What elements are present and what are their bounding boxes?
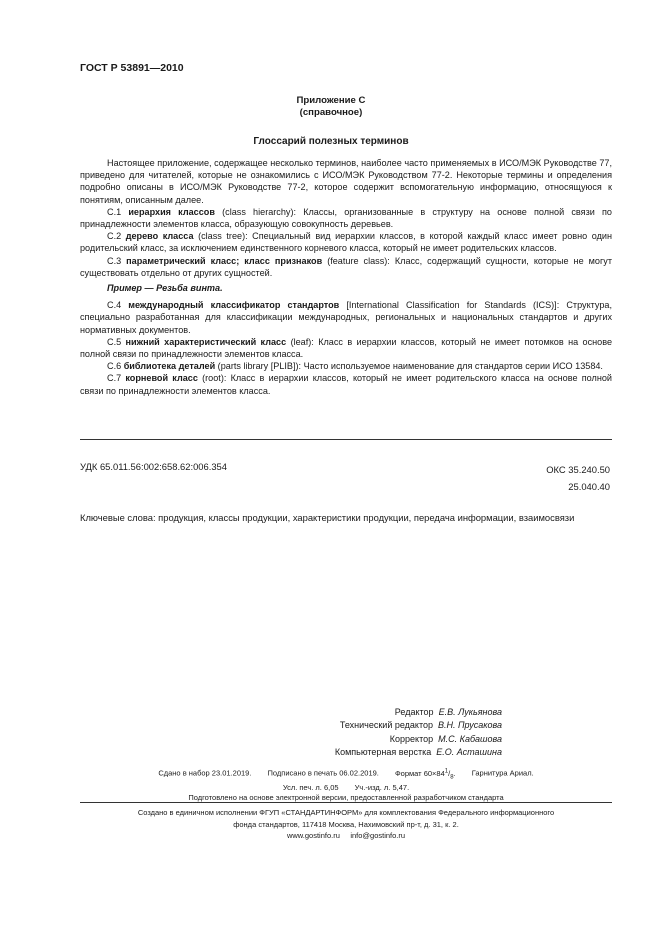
imprint-prepared: Подготовлено на основе электронной версии, предоставленной разработчиком стандарта	[188, 793, 504, 802]
term-definition: (class tree): Специальный вид иерархии классов, в которой каждый класс имеет ровно один родительский класс, за исключением единственного корневого класса, который не имеет родительских классов.	[80, 231, 612, 254]
divider-line	[80, 439, 612, 440]
term-definition: (root): Класс в иерархии классов, который не имеет родительского класса на основе полной связи по принадлежности элементов класса.	[80, 373, 612, 396]
imprint-line-1	[80, 766, 612, 783]
imprint-sent: Сдано в набор 23.01.2019.	[158, 768, 252, 778]
glossary-title: Глоссарий полезных терминов	[253, 136, 409, 147]
publisher-line: фонда стандартов, 117418 Москва, Нахимовский пр-т, д. 31, к. 2.	[233, 819, 459, 829]
publisher-website: www.gostinfo.ru	[286, 831, 340, 840]
glossary-term	[80, 336, 612, 360]
appendix-subtitle: (справочное)	[299, 107, 363, 118]
imprint-pub-pages: Уч.-изд. л. 5,47.	[354, 782, 410, 792]
imprint-line-2	[80, 783, 612, 794]
credit-corrector	[150, 733, 502, 746]
term-definition: [International Classification for Standards (ICS)]: Структура, специально разработанная для классификации международных, региональных и национальных стандартов и других нормативных документов.	[80, 300, 613, 335]
okc-line: ОКС 35.240.50	[546, 464, 610, 475]
credit-name: В.Н. Прусакова	[438, 720, 502, 731]
term-number: С.7	[107, 373, 122, 384]
term-name: нижний характеристический класс	[125, 336, 287, 347]
credit-role: Редактор	[394, 707, 434, 717]
term-name: библиотека деталей	[123, 361, 216, 372]
credit-editor	[150, 706, 502, 719]
glossary-intro: Настоящее приложение, содержащее несколько терминов, наиболее часто применяемых в ИСО/МЭК Руководстве 77, приведено для читателей, которые не ознакомились с ИСО/МЭК Руководством 77-2. Некоторые термины и определения подробно описаны в ИСО/МЭК Руководстве 77-2, которое содержит вспомогательную информацию, относящуюся к понятиям, описанным далее.	[80, 158, 612, 205]
term-number: С.1	[107, 206, 122, 217]
glossary-term	[80, 230, 612, 254]
credit-tech-editor	[150, 719, 502, 732]
imprint-pages: Усл. печ. л. 6,05	[282, 782, 339, 792]
glossary-term	[80, 360, 612, 372]
glossary-term	[80, 255, 612, 279]
glossary-example: Пример — Резьба винта.	[107, 283, 223, 294]
divider-line	[80, 802, 612, 803]
imprint-block	[80, 766, 612, 804]
standard-code: ГОСТ Р 53891—2010	[80, 62, 184, 74]
term-number: С.2	[107, 231, 122, 242]
credit-name: Е.О. Асташина	[436, 746, 502, 757]
term-number: С.3	[107, 255, 122, 266]
term-number: С.4	[107, 300, 122, 311]
okc-codes	[482, 461, 610, 495]
credit-layout	[150, 746, 502, 759]
publisher-block	[80, 807, 612, 842]
glossary-body	[80, 157, 612, 397]
imprint-format: Формат $60\times 84^1/_8$.	[394, 768, 456, 780]
okc-line: 25.040.40	[568, 481, 610, 492]
publisher-contacts	[80, 830, 612, 842]
format-numerator: 1	[444, 768, 449, 774]
keywords: Ключевые слова: продукция, классы продукции, характеристики продукции, передача информации, взаимосвязи	[80, 512, 575, 523]
term-name: дерево класса	[125, 231, 194, 242]
glossary-term	[80, 299, 612, 336]
format-denominator: 8	[450, 774, 454, 780]
credit-role: Компьютерная верстка	[334, 746, 432, 757]
imprint-font: Гарнитура Ариал.	[471, 768, 534, 778]
appendix-title: Приложение С	[296, 95, 366, 106]
publisher-email: info@gostinfo.ru	[350, 831, 406, 840]
term-definition: (class hierarchy): Классы, организованные в структуру на основе полной связи по принадлежности элементов класса, образующую совокупность деревьев.	[80, 206, 612, 230]
term-number: С.6	[107, 361, 122, 372]
credit-role: Корректор	[389, 733, 434, 744]
term-name: международный классификатор стандартов	[128, 300, 340, 311]
term-name: параметрический класс; класс признаков	[126, 255, 323, 266]
term-definition: (parts library [PLIB]): Часто используемое наименование для стандартов серии ИСО 13584.	[215, 361, 603, 372]
credit-name: Е.В. Лукьянова	[438, 707, 502, 717]
glossary-term	[80, 372, 612, 396]
format-prefix: Формат 60×84	[394, 768, 445, 778]
credits-block	[150, 706, 502, 759]
term-definition: (leaf): Класс в иерархии классов, который не имеет потомков на основе полной связи по принадлежности элементов класса.	[80, 336, 613, 360]
imprint-signed: Подписано в печать 06.02.2019.	[267, 768, 379, 778]
credit-role: Технический редактор	[339, 720, 433, 731]
term-number: С.5	[107, 336, 122, 347]
term-definition: (feature class): Класс, содержащий сущности, которые не могут существовать отдельно от других сущностей.	[80, 255, 612, 278]
appendix-heading	[80, 95, 582, 119]
term-name: иерархия классов	[128, 206, 215, 217]
udk-code: УДК 65.011.56:002:658.62:006.354	[80, 461, 227, 472]
credit-name: М.С. Кабашова	[438, 733, 502, 744]
publisher-line: Создано в единичном исполнении ФГУП «СТАНДАРТИНФОРМ» для комплектования Федерального информационного	[137, 808, 555, 817]
glossary-term	[80, 206, 612, 230]
term-name: корневой класс	[125, 373, 198, 384]
